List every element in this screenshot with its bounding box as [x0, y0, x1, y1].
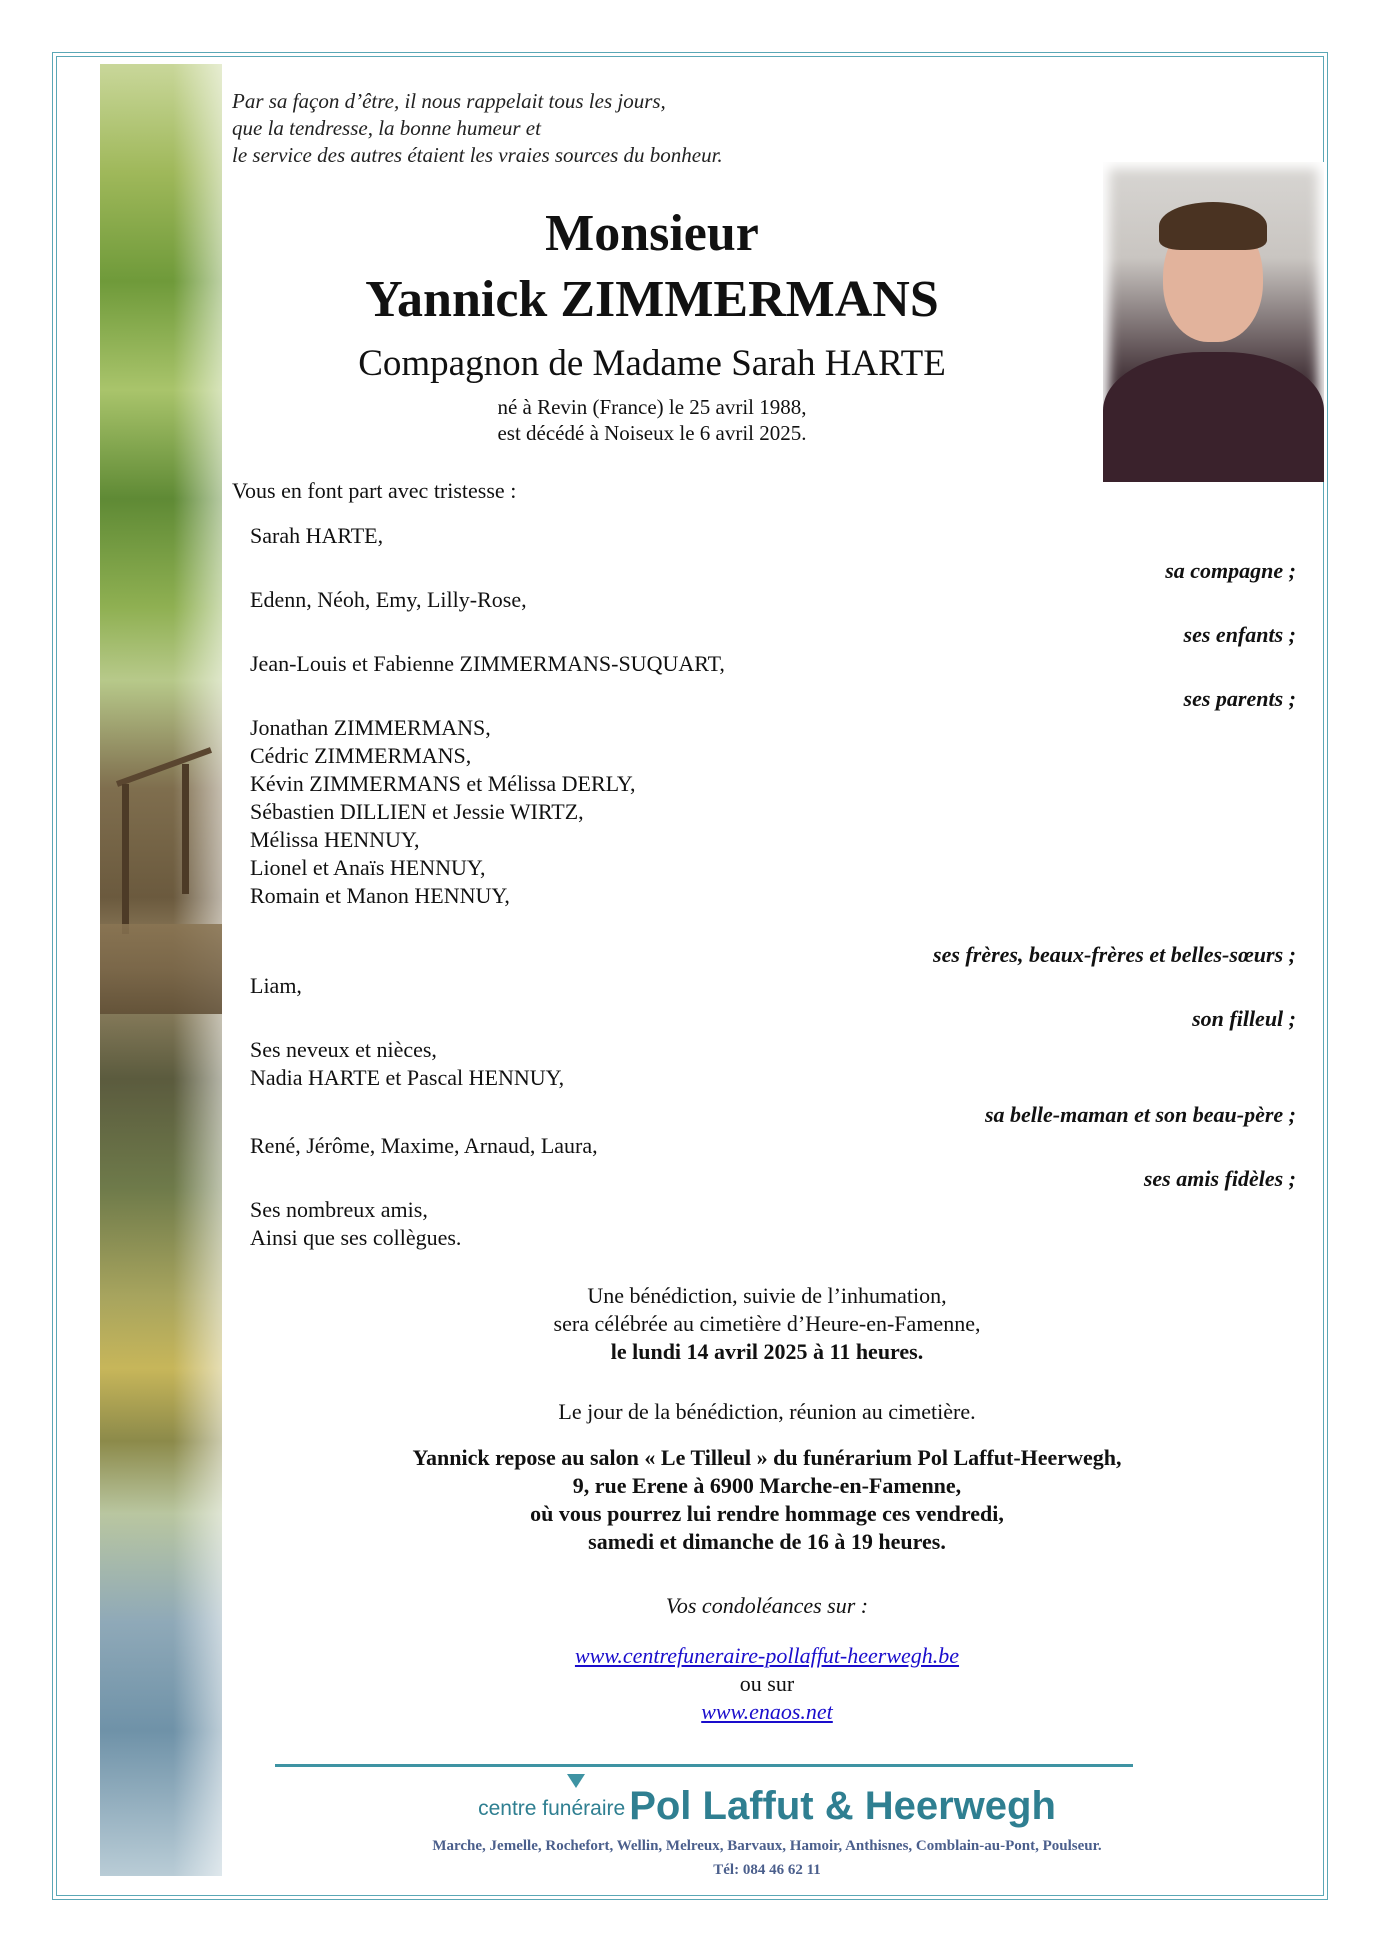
funeral-center-logo [232, 1784, 1302, 1829]
logo-brand: Pol Laffut & Heerwegh [629, 1784, 1056, 1828]
family-names [250, 650, 725, 678]
visitation-line: Yannick repose au salon « Le Tilleul » du funérarium Pol Laffut-Heerwegh, [412, 1445, 1122, 1470]
ceremony-info [232, 1282, 1302, 1366]
visitation-line: 9, rue Erene à 6900 Marche-en-Famenne, [572, 1473, 962, 1498]
announcement: Vous en font part avec tristesse : [232, 478, 517, 503]
family-name: Sébastien DILLIEN et Jessie WIRTZ, [250, 799, 584, 824]
family-name: Jean-Louis et Fabienne ZIMMERMANS-SUQUART, [250, 651, 725, 676]
bridge-post [122, 784, 129, 934]
family-name: Ainsi que ses collègues. [250, 1225, 462, 1250]
footer-divider [275, 1764, 1133, 1767]
quote-line: que la tendresse, la bonne humeur et [232, 116, 541, 140]
family-names [250, 1132, 598, 1160]
family-relation: son filleul ; [1192, 1006, 1296, 1031]
family-name: Sarah HARTE, [250, 523, 384, 548]
family-name: Romain et Manon HENNUY, [250, 883, 510, 908]
ceremony-date: le lundi 14 avril 2025 à 11 heures. [610, 1339, 924, 1364]
family-names [250, 714, 635, 910]
family-relation: ses parents ; [1183, 686, 1296, 711]
family-name: Mélissa HENNUY, [250, 827, 420, 852]
family-names [250, 1196, 461, 1252]
bridge-deck [100, 924, 222, 1014]
family-relation: ses frères, beaux-frères et belles-sœurs ; [933, 942, 1296, 967]
family-name: Nadia HARTE et Pascal HENNUY, [250, 1065, 565, 1090]
funeral-center-link[interactable]: www.centrefuneraire-pollaffut-heerwegh.be [574, 1643, 960, 1668]
visitation-line: samedi et dimanche de 16 à 19 heures. [588, 1529, 946, 1554]
family-relation: sa compagne ; [1165, 558, 1296, 583]
death-line: est décédé à Noiseux le 6 avril 2025. [497, 421, 807, 445]
visitation-line: où vous pourrez lui rendre hommage ces vendredi, [530, 1501, 1004, 1526]
bridge-post [182, 764, 189, 894]
family-name: Liam, [250, 973, 302, 998]
enaos-link[interactable]: www.enaos.net [701, 1699, 833, 1724]
meeting-info: Le jour de la bénédiction, réunion au cimetière. [558, 1399, 976, 1424]
portrait-hair [1159, 202, 1267, 250]
companion-line: Compagnon de Madame Sarah HARTE [358, 343, 946, 384]
family-name: Kévin ZIMMERMANS et Mélissa DERLY, [250, 771, 636, 796]
family-name: Ses neveux et nièces, [250, 1037, 437, 1062]
family-name: Jonathan ZIMMERMANS, [250, 715, 491, 740]
family-names [250, 1036, 564, 1092]
family-name: Lionel et Anaïs HENNUY, [250, 855, 486, 880]
footer-phone: Tél: 084 46 62 11 [713, 1862, 821, 1878]
family-relation: ses amis fidèles ; [1143, 1166, 1296, 1191]
family-name: Ses nombreux amis, [250, 1197, 428, 1222]
logo-prefix: centre funéraire [478, 1797, 626, 1820]
bridge-rail [116, 747, 212, 787]
family-names [250, 972, 302, 1000]
birth-death-info [232, 394, 1072, 446]
family-names [250, 522, 383, 550]
portrait-photo [1103, 162, 1324, 482]
family-relation: sa belle-maman et son beau-père ; [984, 1102, 1296, 1127]
ceremony-line: Une bénédiction, suivie de l’inhumation, [587, 1283, 947, 1308]
quote-line: le service des autres étaient les vraies sources du bonheur. [232, 143, 723, 167]
quote-line: Par sa façon d’être, il nous rappelait tous les jours, [232, 89, 666, 113]
family-name: Edenn, Néoh, Emy, Lilly-Rose, [250, 587, 527, 612]
family-names [250, 586, 527, 614]
family-name: René, Jérôme, Maxime, Arnaud, Laura, [250, 1133, 598, 1158]
portrait-body [1103, 352, 1324, 482]
decorative-bridge-image [100, 64, 222, 1876]
quote [232, 88, 723, 169]
family-name: Cédric ZIMMERMANS, [250, 743, 472, 768]
or-text: ou sur [739, 1671, 795, 1696]
honorific: Monsieur [545, 205, 759, 262]
visitation-info [232, 1444, 1302, 1556]
condolences-label: Vos condoléances sur : [665, 1593, 869, 1618]
family-relation: ses enfants ; [1183, 622, 1296, 647]
deceased-name: Yannick ZIMMERMANS [365, 271, 939, 328]
condolences-links [232, 1642, 1302, 1726]
birth-line: né à Revin (France) le 25 avril 1988, [497, 395, 807, 419]
footer-cities: Marche, Jemelle, Rochefort, Wellin, Melreux, Barvaux, Hamoir, Anthisnes, Comblain-au-Pont, Poulseur. [432, 1838, 1102, 1854]
ceremony-line: sera célébrée au cimetière d’Heure-en-Famenne, [553, 1311, 981, 1336]
